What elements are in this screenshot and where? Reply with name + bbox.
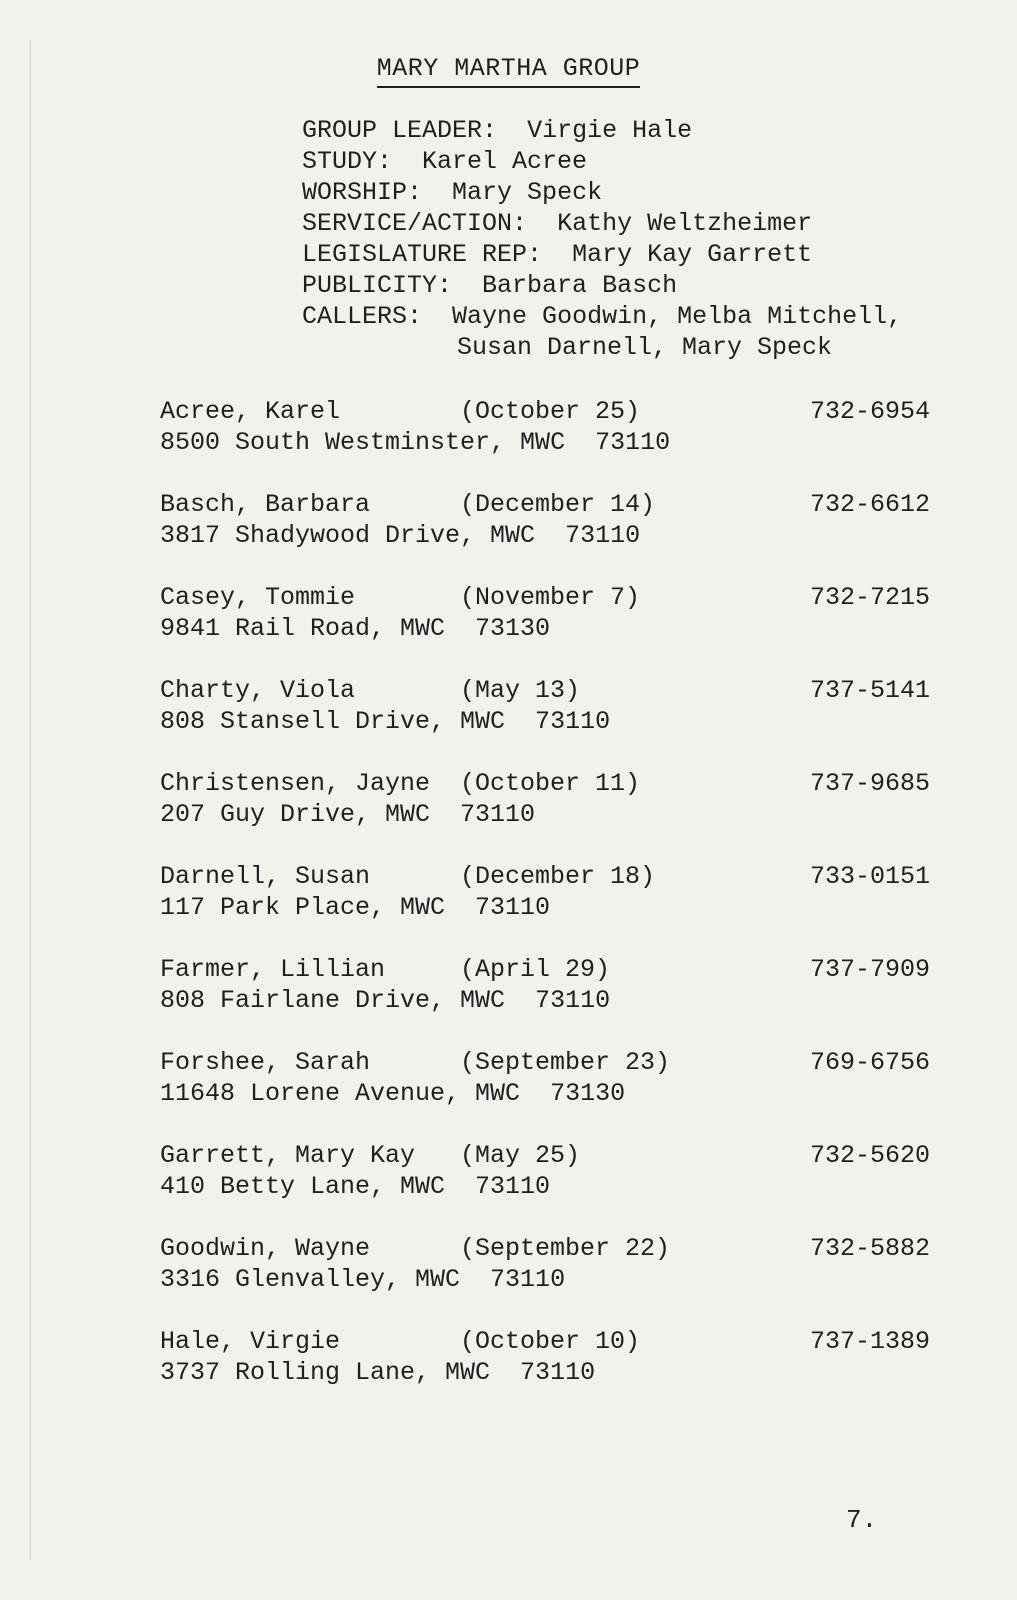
member-phone: 737-1389 xyxy=(809,1327,930,1356)
member-birthday: (April 29) xyxy=(460,955,611,984)
page-title-text: MARY MARTHA GROUP xyxy=(377,54,641,88)
member-address: 410 Betty Lane, MWC 73110 xyxy=(160,1172,551,1201)
member-name: Goodwin, Wayne xyxy=(160,1234,371,1263)
officer-label: GROUP LEADER: xyxy=(302,116,498,145)
officer-label: STUDY: xyxy=(302,147,393,176)
list-item xyxy=(160,1326,930,1419)
member-phone: 769-6756 xyxy=(809,1048,930,1077)
member-address: 808 Fairlane Drive, MWC 73110 xyxy=(160,986,611,1015)
member-name: Darnell, Susan xyxy=(160,862,371,891)
member-directory xyxy=(160,396,930,1419)
member-birthday: (December 18) xyxy=(460,862,656,891)
member-phone: 733-0151 xyxy=(809,862,930,891)
member-name: Charty, Viola xyxy=(160,676,356,705)
binding-edge xyxy=(30,40,31,1560)
officer-worship xyxy=(302,177,902,208)
list-item xyxy=(160,582,930,675)
list-item xyxy=(160,675,930,768)
officer-service-action xyxy=(302,208,902,239)
member-address: 3316 Glenvalley, MWC 73110 xyxy=(160,1265,566,1294)
member-phone: 732-7215 xyxy=(809,583,930,612)
page-title xyxy=(0,54,1017,88)
member-birthday: (September 22) xyxy=(460,1234,671,1263)
officer-legislature-rep xyxy=(302,239,902,270)
list-item xyxy=(160,1140,930,1233)
list-item xyxy=(160,768,930,861)
member-birthday: (November 7) xyxy=(460,583,641,612)
member-phone: 732-6612 xyxy=(809,490,930,519)
list-item xyxy=(160,954,930,1047)
member-name: Farmer, Lillian xyxy=(160,955,386,984)
member-name: Casey, Tommie xyxy=(160,583,356,612)
member-phone: 737-5141 xyxy=(809,676,930,705)
member-address: 8500 South Westminster, MWC 73110 xyxy=(160,428,671,457)
member-phone: 737-7909 xyxy=(809,955,930,984)
member-address: 117 Park Place, MWC 73110 xyxy=(160,893,551,922)
page-number: 7. xyxy=(846,1505,878,1535)
member-name: Basch, Barbara xyxy=(160,490,371,519)
officer-group-leader xyxy=(302,115,902,146)
officers-list xyxy=(302,115,902,363)
member-address: 207 Guy Drive, MWC 73110 xyxy=(160,800,536,829)
officer-value: Mary Speck xyxy=(452,178,603,207)
member-address: 3737 Rolling Lane, MWC 73110 xyxy=(160,1358,596,1387)
officer-callers xyxy=(302,301,902,332)
member-birthday: (October 10) xyxy=(460,1327,641,1356)
member-phone: 732-6954 xyxy=(809,397,930,426)
member-address: 11648 Lorene Avenue, MWC 73130 xyxy=(160,1079,626,1108)
officer-label: WORSHIP: xyxy=(302,178,423,207)
member-birthday: (October 11) xyxy=(460,769,641,798)
member-name: Hale, Virgie xyxy=(160,1327,341,1356)
officer-label: PUBLICITY: xyxy=(302,271,453,300)
officer-publicity xyxy=(302,270,902,301)
member-birthday: (May 13) xyxy=(460,676,581,705)
officer-label: CALLERS: xyxy=(302,302,423,331)
list-item xyxy=(160,861,930,954)
member-phone: 732-5620 xyxy=(809,1141,930,1170)
officer-label: SERVICE/ACTION: xyxy=(302,209,528,238)
list-item xyxy=(160,489,930,582)
officer-value: Barbara Basch xyxy=(482,271,678,300)
member-phone: 737-9685 xyxy=(809,769,930,798)
officer-callers-continued: Susan Darnell, Mary Speck xyxy=(457,333,833,362)
officer-study xyxy=(302,146,902,177)
officer-value: Virgie Hale xyxy=(527,116,693,145)
officer-value: Kathy Weltzheimer xyxy=(557,209,813,238)
officer-value: Karel Acree xyxy=(422,147,588,176)
list-item xyxy=(160,1047,930,1140)
member-name: Forshee, Sarah xyxy=(160,1048,371,1077)
list-item xyxy=(160,396,930,489)
officer-value: Wayne Goodwin, Melba Mitchell, xyxy=(452,302,903,331)
officer-label: LEGISLATURE REP: xyxy=(302,240,543,269)
member-birthday: (October 25) xyxy=(460,397,641,426)
member-name: Christensen, Jayne xyxy=(160,769,431,798)
member-address: 3817 Shadywood Drive, MWC 73110 xyxy=(160,521,641,550)
member-birthday: (May 25) xyxy=(460,1141,581,1170)
member-address: 9841 Rail Road, MWC 73130 xyxy=(160,614,551,643)
member-phone: 732-5882 xyxy=(809,1234,930,1263)
officer-value: Mary Kay Garrett xyxy=(572,240,813,269)
list-item xyxy=(160,1233,930,1326)
member-birthday: (December 14) xyxy=(460,490,656,519)
member-name: Garrett, Mary Kay xyxy=(160,1141,416,1170)
member-name: Acree, Karel xyxy=(160,397,341,426)
member-birthday: (September 23) xyxy=(460,1048,671,1077)
member-address: 808 Stansell Drive, MWC 73110 xyxy=(160,707,611,736)
